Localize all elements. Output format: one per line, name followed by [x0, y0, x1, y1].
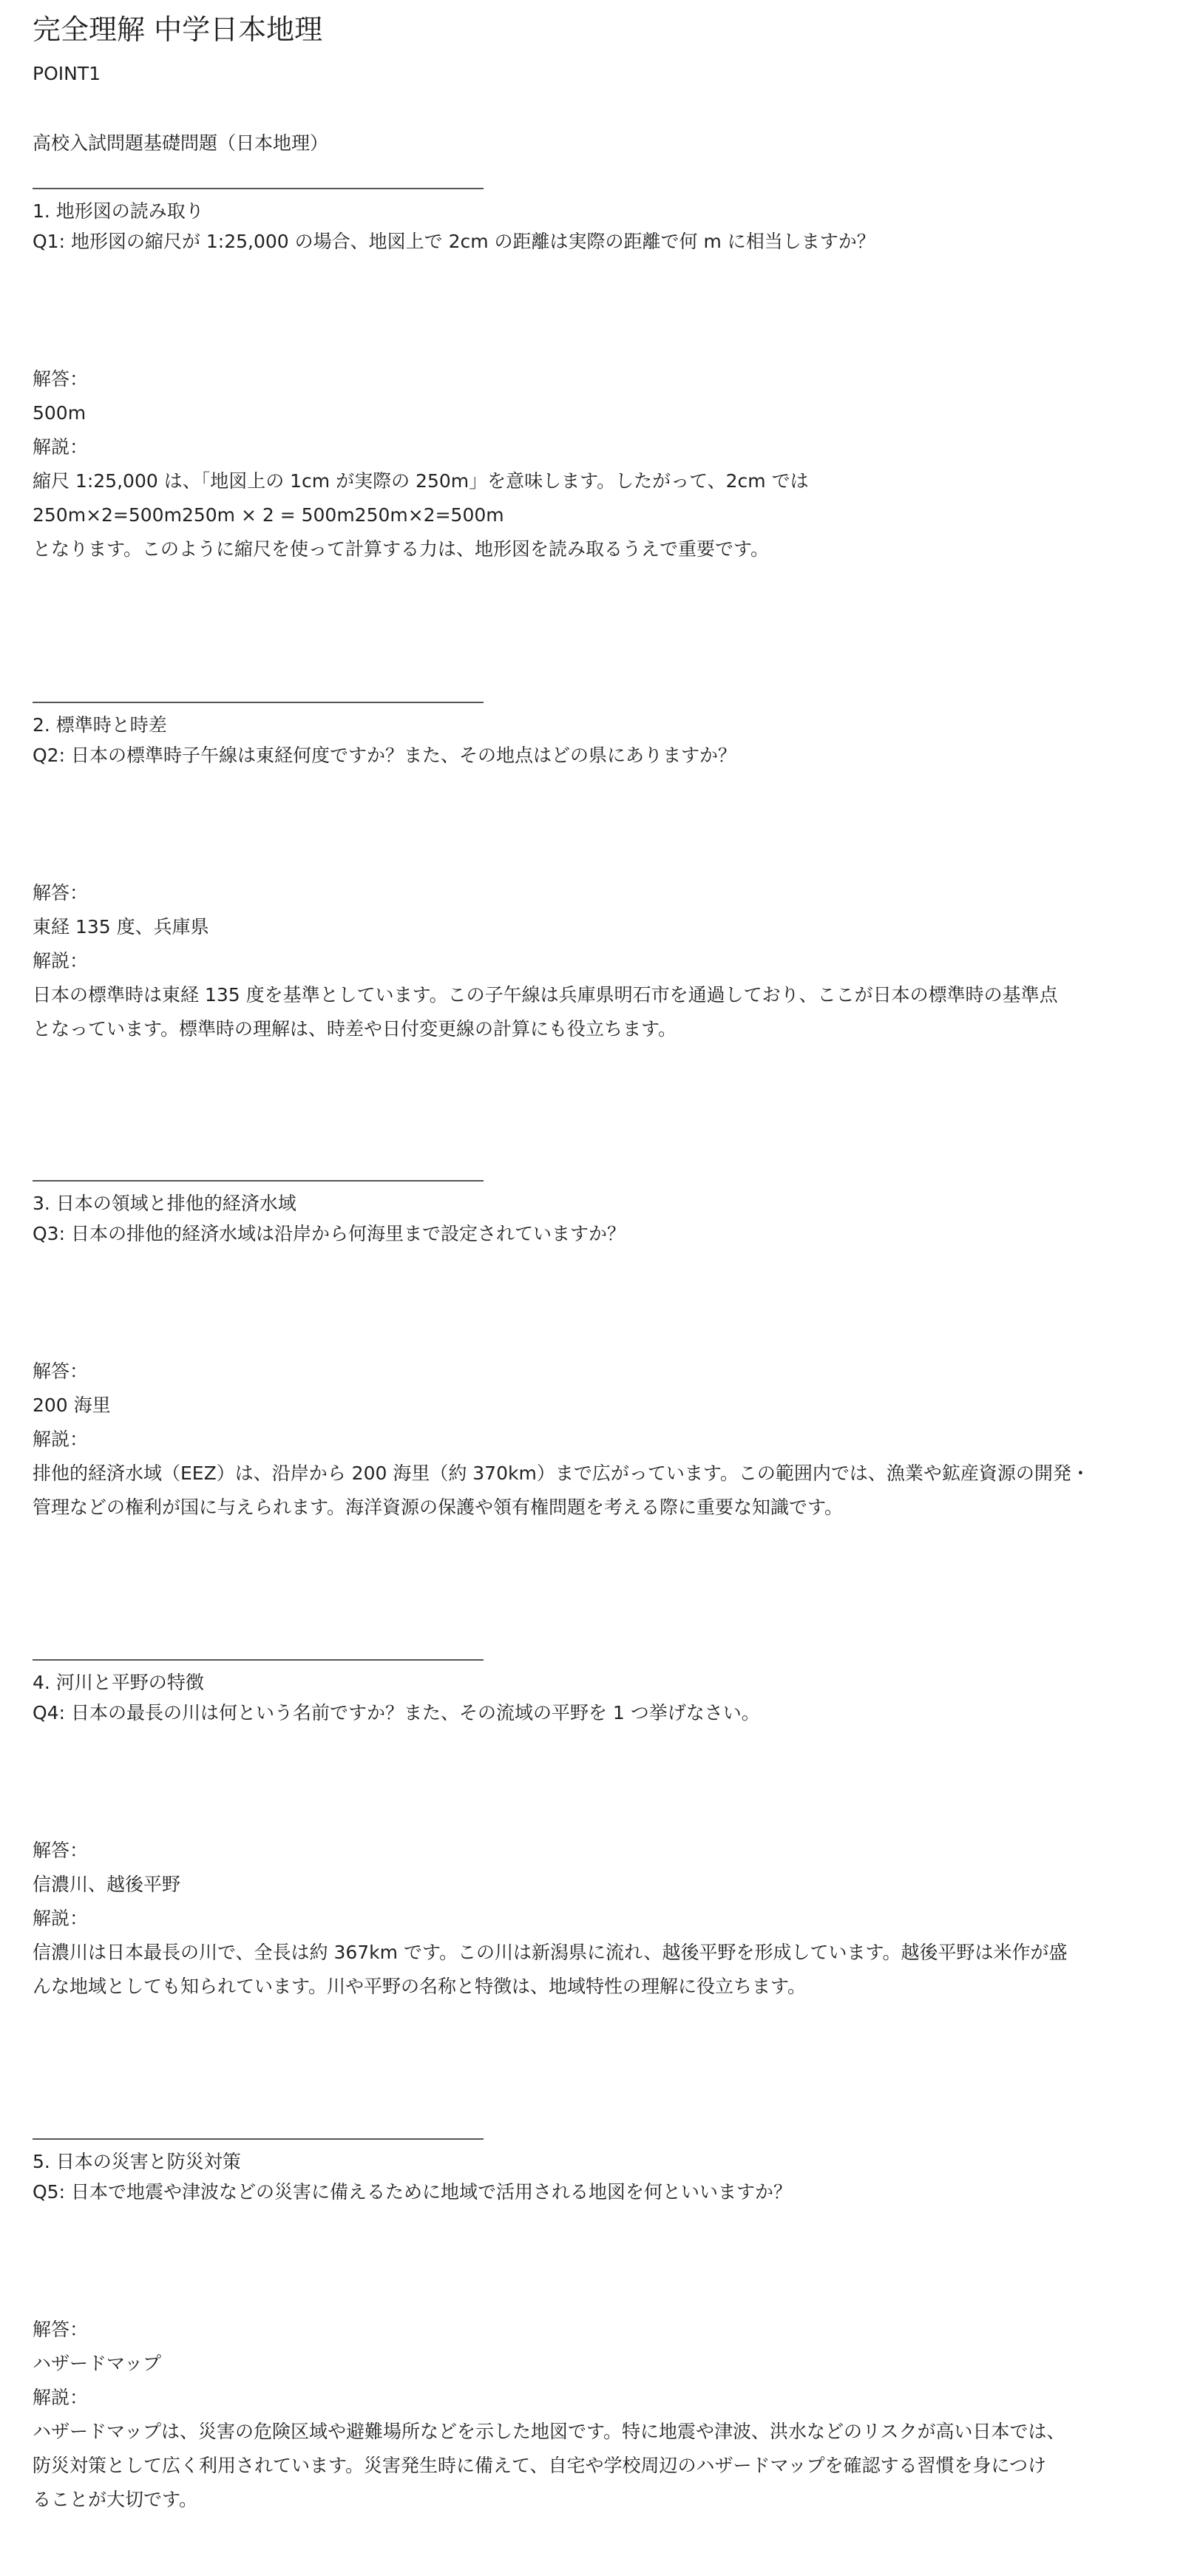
- explanation-line: となります。このように縮尺を使って計算する力は、地形図を読み取るうえで重要です。: [33, 538, 770, 560]
- section-heading: 5. 日本の災害と防災対策: [33, 2151, 241, 2172]
- explanation-line: んな地域としても知られています。川や平野の名称と特徴は、地域特性の理解に役立ちます。: [33, 1976, 807, 1997]
- explanation-line: 縮尺 1:25,000 は、「地図上の 1cm が実際の 250m」を意味します。したがって、2cm では: [33, 470, 809, 492]
- explanation-line: ることが大切です。: [33, 2489, 198, 2510]
- explanation-line: 日本の標準時は東経 135 度を基準としています。この子午線は兵庫県明石市を通過しており、ここが日本の標準時の基準点: [33, 984, 1058, 1006]
- explanation-line: 管理などの権利が国に与えられます。海洋資源の保護や領有権問題を考える際に重要な知識です。: [33, 1497, 844, 1518]
- document-subtitle: 高校入試問題基礎問題（日本地理）: [33, 132, 329, 154]
- section-heading: 3. 日本の領域と排他的経済水域: [33, 1193, 296, 1214]
- section-divider: [33, 1659, 484, 1661]
- section-heading: 2. 標準時と時差: [33, 714, 167, 736]
- explanation-line: 信濃川は日本最長の川で、全長は約 367km です。この川は新潟県に流れ、越後平野を形成しています。越後平野は米作が盛: [33, 1942, 1068, 1963]
- answer-value: 500m: [33, 402, 87, 424]
- question-text: Q4: 日本の最長の川は何という名前ですか？また、その流域の平野を 1 つ挙げなさい。: [33, 1702, 760, 1723]
- explanation-line: 排他的経済水域（EEZ）は、沿岸から 200 海里（約 370km）まで広がっています。この範囲内では、漁業や鉱産資源の開発・: [33, 1462, 1090, 1484]
- answer-block: [33, 1834, 1156, 2004]
- explanation-line: ハザードマップは、災害の危険区域や避難場所などを示した地図です。特に地震や津波、洪水などのリスクが高い日本では、: [33, 2421, 1065, 2442]
- answer-block: [33, 1355, 1156, 1525]
- explanation-line: 防災対策として広く利用されています。災害発生時に備えて、自宅や学校周辺のハザードマップを確認する習慣を身につけ: [33, 2455, 1047, 2476]
- section-divider: [33, 1180, 484, 1182]
- answer-block: [33, 2313, 1156, 2517]
- answer-label: 解答：: [33, 2319, 89, 2340]
- answer-value: 信濃川、越後平野: [33, 1874, 181, 1895]
- section-divider: [33, 2138, 484, 2140]
- answer-label: 解答：: [33, 1360, 89, 1382]
- section-4: [33, 1659, 1156, 2004]
- section-5: [33, 2138, 1156, 2517]
- answer-label: 解答：: [33, 882, 89, 904]
- answer-block: [33, 876, 1156, 1046]
- explanation-line: となっています。標準時の理解は、時差や日付変更線の計算にも役立ちます。: [33, 1018, 677, 1040]
- section-divider: [33, 188, 484, 189]
- question-text: Q3: 日本の排他的経済水域は沿岸から何海里まで設定されていますか？: [33, 1223, 626, 1244]
- section-3: [33, 1180, 1156, 1525]
- question-text: Q5: 日本で地震や津波などの災害に備えるために地域で活用される地図を何といいますか？: [33, 2181, 792, 2203]
- answer-value: 東経 135 度、兵庫県: [33, 916, 209, 938]
- section-heading: 1. 地形図の読み取り: [33, 200, 204, 222]
- section-2: [33, 702, 1156, 1046]
- page-title: 完全理解 中学日本地理: [33, 13, 323, 46]
- answer-value: 200 海里: [33, 1394, 111, 1416]
- question-text: Q2: 日本の標準時子午線は東経何度ですか？また、その地点はどの県にありますか？: [33, 745, 736, 766]
- question-text: Q1: 地形図の縮尺が 1:25,000 の場合、地図上で 2cm の距離は実際の距離で何 m に相当しますか？: [33, 231, 875, 252]
- section-heading: 4. 河川と平野の特徴: [33, 1672, 204, 1693]
- explanation-label: 解説：: [33, 950, 89, 972]
- explanation-label: 解説：: [33, 2387, 89, 2408]
- section-1: [33, 188, 1156, 566]
- answer-label: 解答：: [33, 368, 89, 390]
- answer-label: 解答：: [33, 1840, 89, 1861]
- explanation-line: 250m×2=500m250m × 2 = 500m250m×2=500m: [33, 504, 504, 526]
- answer-value: ハザードマップ: [33, 2353, 162, 2374]
- point-label: POINT1: [33, 63, 101, 84]
- explanation-label: 解説：: [33, 1428, 89, 1450]
- section-divider: [33, 702, 484, 703]
- explanation-label: 解説：: [33, 1908, 89, 1929]
- explanation-label: 解説：: [33, 436, 89, 458]
- answer-block: [33, 362, 1156, 566]
